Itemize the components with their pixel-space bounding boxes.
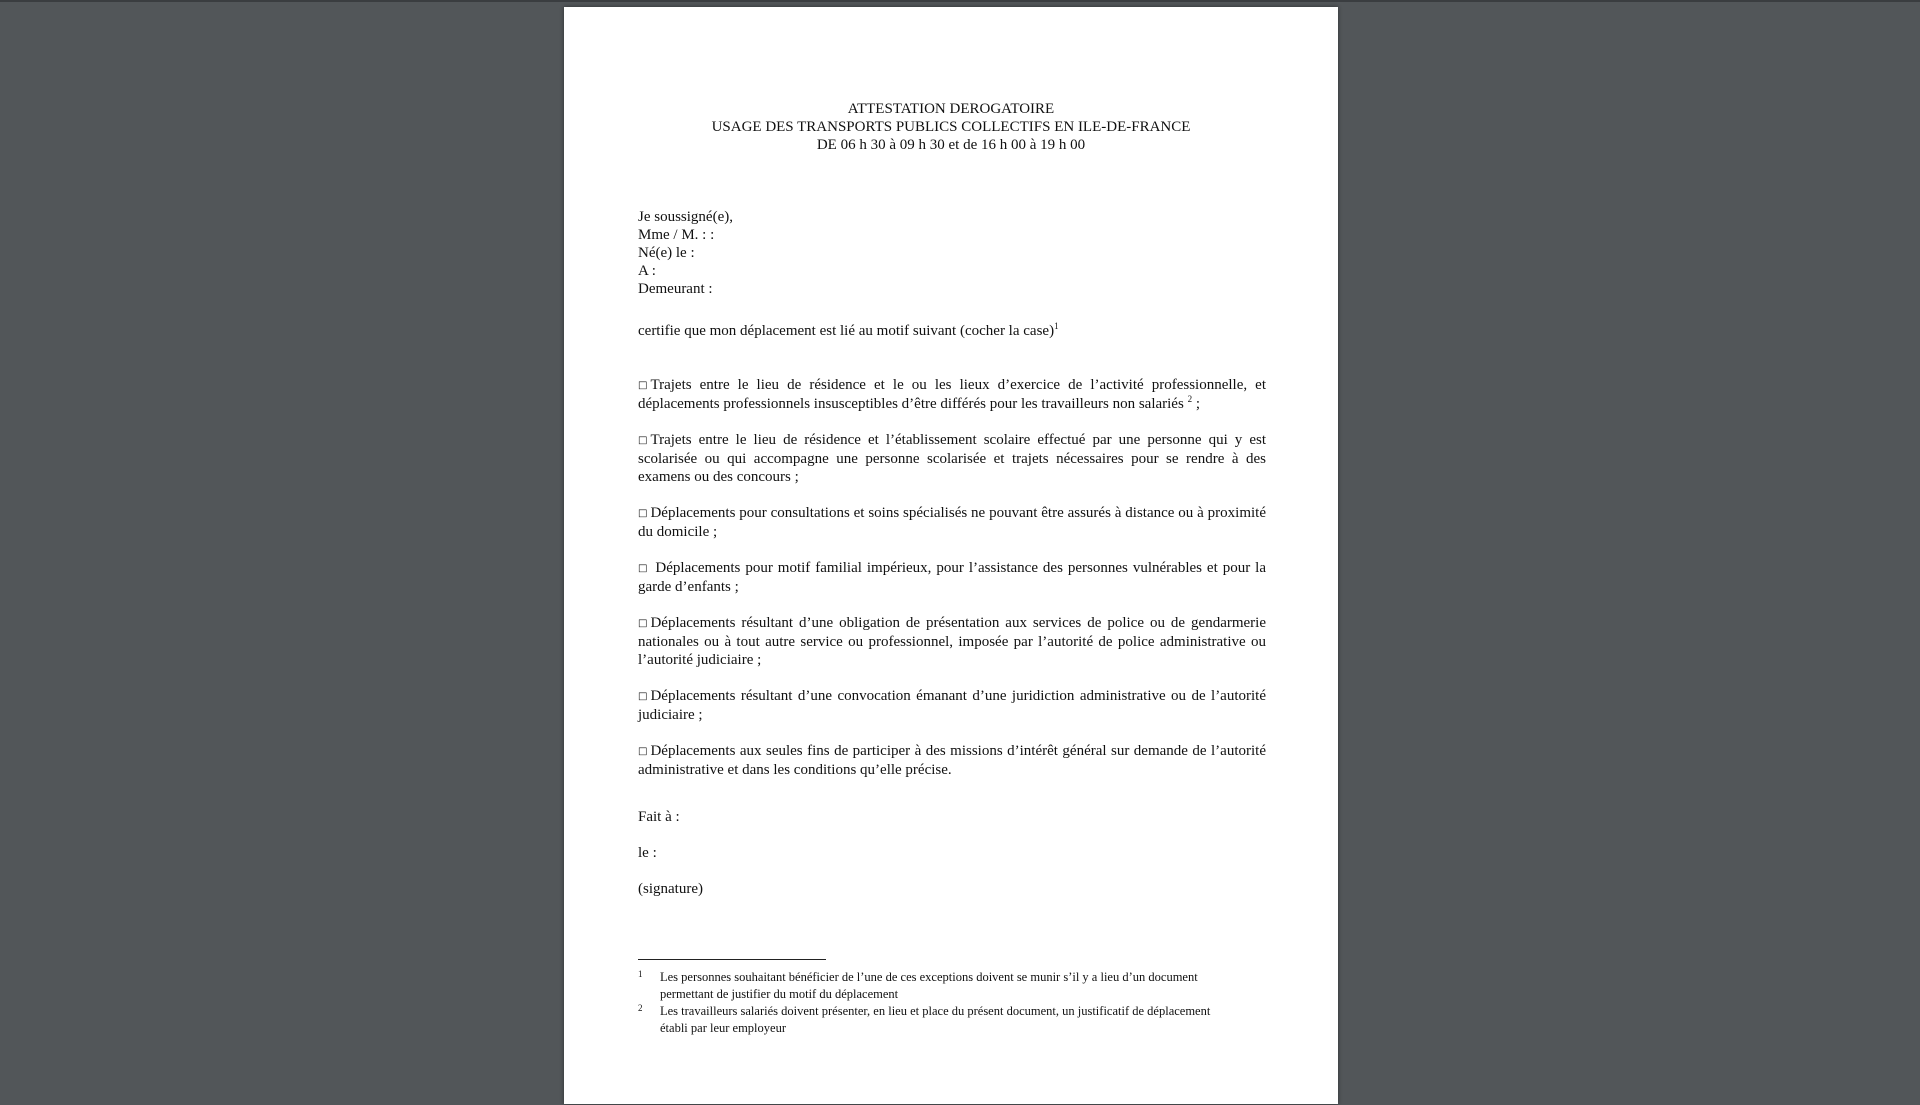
certify-text: certifie que mon déplacement est lié au motif suivant (cocher la case) <box>638 323 1055 339</box>
reason-option-public-interest <box>638 742 1266 779</box>
document-page <box>564 7 1338 1104</box>
footnote-text: Les travailleurs salariés doivent présenter, en lieu et place du présent document, un justificatif de déplacement établi par leur employeur <box>660 1004 1211 1035</box>
reason-text: Déplacements pour motif familial impérieux, pour l’assistance des personnes vulnérables et pour la garde d’enfants ; <box>638 560 1266 595</box>
certify-statement <box>638 322 1059 340</box>
viewer-top-edge <box>0 0 1920 2</box>
identity-block <box>638 208 733 298</box>
reason-text: Déplacements aux seules fins de participer à des missions d’intérêt général sur demande de l’autorité administrative et dans les conditions qu’elle précise. <box>638 743 1266 778</box>
footnote-1 <box>638 969 1238 1003</box>
identity-birthplace-field: A : <box>638 263 656 279</box>
reason-options <box>638 376 1266 797</box>
footnote-ref-2: 2 <box>1187 394 1193 404</box>
footnote-2 <box>638 1003 1238 1037</box>
footnote-ref-1: 1 <box>1054 321 1059 331</box>
identity-name-field: Mme / M. : : <box>638 227 715 243</box>
title-line-1: ATTESTATION DEROGATOIRE <box>847 101 1055 117</box>
place-label: Fait à : <box>638 809 680 825</box>
checkbox-icon[interactable]: □ <box>638 563 648 574</box>
checkbox-icon[interactable]: □ <box>638 435 648 446</box>
checkbox-icon[interactable]: □ <box>638 746 648 757</box>
reason-text: Trajets entre le lieu de résidence et l’établissement scolaire effectué par une personne qui y est scolarisée ou qui accompagne une personne scolarisée et trajets nécessaires pour se rendre à des examens ou des concours ; <box>638 432 1266 485</box>
checkbox-icon[interactable]: □ <box>638 618 648 629</box>
checkbox-icon[interactable]: □ <box>638 508 648 519</box>
footnote-number: 2 <box>638 1003 643 1013</box>
reason-option-court <box>638 687 1266 724</box>
identity-birthdate-field: Né(e) le : <box>638 245 695 261</box>
identity-undersigned: Je soussigné(e), <box>638 209 733 225</box>
checkbox-icon[interactable]: □ <box>638 691 648 702</box>
signature-label: (signature) <box>638 881 703 897</box>
reason-option-family <box>638 559 1266 596</box>
reason-text: Trajets entre le lieu de résidence et le ou les lieux d’exercice de l’activité professionnelle, et déplacements professionnels insusceptibles d’être différés pour les travailleurs non salariés <box>638 377 1266 412</box>
title-line-3: DE 06 h 30 à 09 h 30 et de 16 h 00 à 19 h 00 <box>816 137 1086 153</box>
reason-option-police <box>638 614 1266 669</box>
identity-address-field: Demeurant : <box>638 281 713 297</box>
reason-text: Déplacements résultant d’une convocation émanant d’une juridiction administrative ou de l’autorité judiciaire ; <box>638 688 1266 723</box>
closing-block <box>638 808 703 916</box>
document-title <box>564 100 1338 154</box>
footnote-text: Les personnes souhaitant bénéficier de l’une de ces exceptions doivent se munir s’il y a lieu d’un document permettant de justifier du motif du déplacement <box>660 970 1198 1001</box>
footnotes <box>638 969 1238 1037</box>
reason-option-health <box>638 504 1266 541</box>
reason-text: Déplacements résultant d’une obligation de présentation aux services de police ou de gendarmerie nationales ou à tout autre service ou professionnel, imposée par l’autorité de police administrative ou l’autorité judiciaire ; <box>638 615 1266 668</box>
reason-option-work <box>638 376 1266 413</box>
reason-option-school <box>638 431 1266 486</box>
reason-text: Déplacements pour consultations et soins spécialisés ne pouvant être assurés à distance ou à proximité du domicile ; <box>638 505 1266 540</box>
footnote-divider <box>638 959 826 960</box>
title-line-2: USAGE DES TRANSPORTS PUBLICS COLLECTIFS EN ILE-DE-FRANCE <box>711 119 1191 135</box>
footnote-number: 1 <box>638 969 643 979</box>
checkbox-icon[interactable]: □ <box>638 380 648 391</box>
reason-tail: ; <box>1192 396 1200 412</box>
date-label: le : <box>638 845 657 861</box>
